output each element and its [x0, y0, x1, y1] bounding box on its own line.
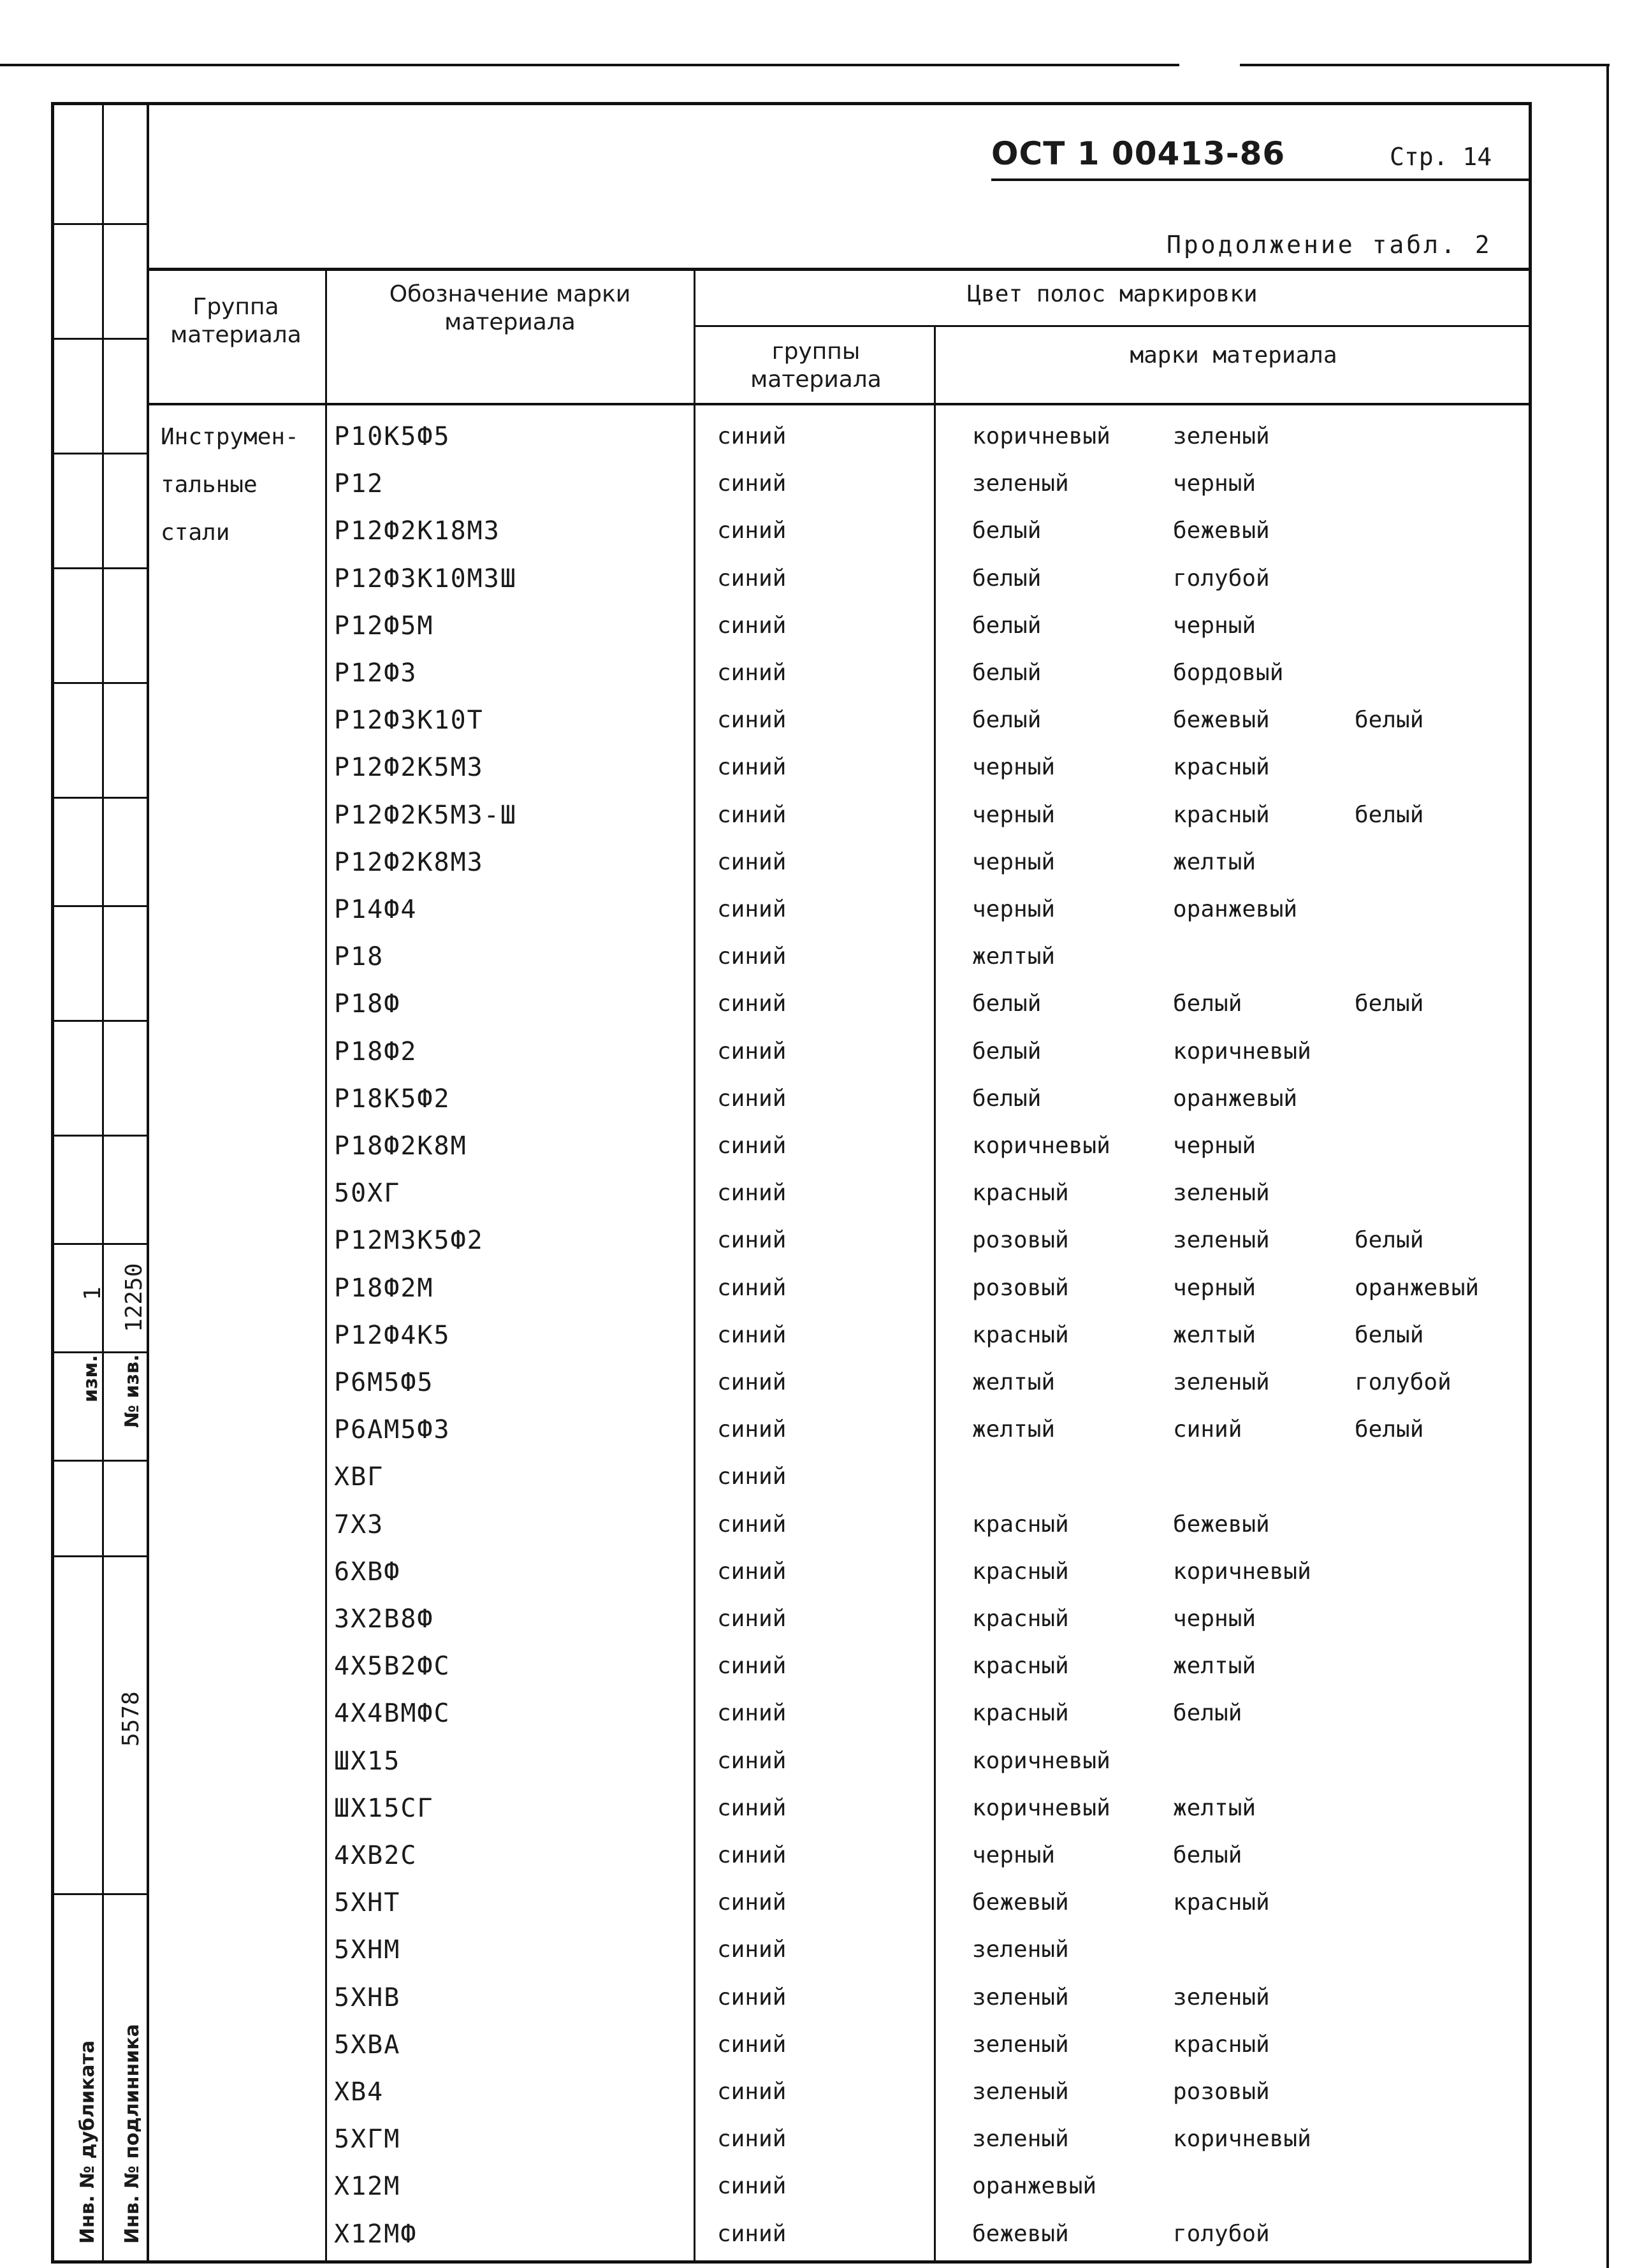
mark-color-1-cell: красный [972, 1606, 1069, 1632]
mark-color-2-cell: бежевый [1173, 518, 1270, 544]
mark-color-1-cell: коричневый [972, 1794, 1110, 1821]
mark-color-2-cell: коричневый [1173, 2126, 1311, 2153]
mark-cell: Р12Ф2К5М3 [334, 753, 484, 783]
group-color-cell: синий [717, 1180, 787, 1207]
group-color-cell: синий [717, 1369, 787, 1395]
table-row [0, 988, 1630, 1036]
group-color-cell: синий [717, 1227, 787, 1254]
table-row [0, 1225, 1630, 1272]
group-color-cell: синий [717, 1606, 787, 1632]
mark-color-2-cell: розовый [1173, 2079, 1270, 2105]
group-color-cell: синий [717, 1842, 787, 1868]
mark-color-1-cell: черный [972, 848, 1056, 875]
table-row [0, 2123, 1630, 2171]
mark-color-2-cell: белый [1173, 1700, 1242, 1727]
mark-color-1-cell: зеленый [972, 2126, 1069, 2153]
stamp-izm-value: 1 [80, 1286, 106, 1300]
table-row [0, 1414, 1630, 1462]
mark-color-2-cell: зеленый [1173, 423, 1270, 449]
mark-color-2-cell: черный [1173, 612, 1256, 639]
mark-color-1-cell: зеленый [972, 2079, 1069, 2105]
table-row [0, 2218, 1630, 2266]
group-color-cell: синий [717, 1133, 787, 1159]
mark-color-2-cell: красный [1173, 801, 1270, 828]
group-color-cell: синий [717, 2173, 787, 2200]
mark-color-3-cell: белый [1355, 801, 1424, 828]
table-row [0, 847, 1630, 894]
table-row [0, 1745, 1630, 1793]
mark-cell: 4ХВ2С [334, 1841, 418, 1870]
group-color-cell: синий [717, 1653, 787, 1680]
mark-color-1-cell: черный [972, 754, 1056, 781]
mark-color-2-cell: бордовый [1173, 660, 1284, 686]
mark-cell: Р12Ф2К5М3-Ш [334, 800, 517, 830]
stamp-sep [51, 223, 148, 225]
mark-cell: Р6АМ5Ф3 [334, 1415, 451, 1445]
table-row [0, 563, 1630, 611]
mark-cell: Р12М3К5Ф2 [334, 1226, 484, 1256]
table-row [0, 1509, 1630, 1557]
table-row [0, 1650, 1630, 1698]
stamp-sep [51, 338, 148, 340]
mark-color-1-cell: черный [972, 801, 1056, 828]
mark-cell: ШХ15СГ [334, 1793, 434, 1823]
mark-cell: ШХ15 [334, 1746, 401, 1776]
group-color-cell: синий [717, 1937, 787, 1963]
material-group-line-3: стали [161, 520, 230, 546]
mark-cell: 5ХВА [334, 2030, 401, 2060]
mark-cell: 5ХГМ [334, 2125, 401, 2155]
header-group-color [708, 338, 924, 394]
mark-color-1-cell: желтый [972, 1369, 1056, 1395]
stamp-inv-orig-label: Инв. № подлинника [121, 2024, 143, 2244]
mark-color-3-cell: белый [1355, 1416, 1424, 1443]
mark-cell: ХВГ [334, 1462, 384, 1492]
mark-cell: 4Х5В2ФС [334, 1652, 451, 1682]
mark-color-2-cell: бежевый [1173, 707, 1270, 734]
header-mark-color: марки материала [1130, 342, 1337, 368]
group-color-cell: синий [717, 518, 787, 544]
mark-color-1-cell: зеленый [972, 1984, 1069, 2010]
doc-code-underline [991, 178, 1530, 181]
table-top-line [148, 268, 1531, 271]
table-row [0, 1556, 1630, 1604]
mark-color-3-cell: белый [1355, 991, 1424, 1017]
table-row [0, 1697, 1630, 1745]
group-color-cell: синий [717, 1794, 787, 1821]
mark-color-1-cell: белый [972, 1038, 1042, 1065]
page-number: Стр. 14 [1390, 143, 1492, 171]
mark-color-1-cell: розовый [972, 1227, 1069, 1254]
table-row [0, 657, 1630, 705]
material-group-line-1: Инструмен- [161, 424, 299, 450]
mark-cell: Р12Ф2К18М3 [334, 516, 500, 546]
mark-color-2-cell: черный [1173, 1606, 1256, 1632]
mark-color-2-cell: красный [1173, 2031, 1270, 2058]
table-row [0, 2170, 1630, 2218]
mark-color-2-cell: коричневый [1173, 1558, 1311, 1585]
mark-color-2-cell: зеленый [1173, 1984, 1270, 2010]
table-row [0, 1036, 1630, 1084]
mark-color-1-cell: красный [972, 1180, 1069, 1207]
mark-color-2-cell: синий [1173, 1416, 1242, 1443]
mark-color-1-cell: белый [972, 1085, 1042, 1112]
group-color-cell: синий [717, 2031, 787, 2058]
mark-color-2-cell: черный [1173, 1274, 1256, 1301]
mark-color-1-cell: белый [972, 991, 1042, 1017]
mark-color-2-cell: желтый [1173, 1794, 1256, 1821]
stamp-izm-label: изм. [80, 1355, 102, 1402]
group-color-cell: синий [717, 423, 787, 449]
mark-color-2-cell: зеленый [1173, 1227, 1270, 1254]
mark-cell: Р10К5Ф5 [334, 422, 451, 451]
mark-cell: Р18К5Ф2 [334, 1084, 451, 1114]
mark-color-1-cell: белый [972, 612, 1042, 639]
group-color-cell: синий [717, 1038, 787, 1065]
mark-color-1-cell: бежевый [972, 1889, 1069, 1916]
top-border-right [1240, 64, 1610, 66]
group-color-cell: синий [717, 565, 787, 592]
mark-color-2-cell: коричневый [1173, 1038, 1311, 1065]
group-color-cell: синий [717, 1416, 787, 1443]
group-color-cell: синий [717, 1889, 787, 1916]
mark-color-3-cell: белый [1355, 707, 1424, 734]
mark-cell: Х12М [334, 2172, 401, 2202]
group-color-cell: синий [717, 1321, 787, 1348]
mark-color-2-cell: белый [1173, 991, 1242, 1017]
mark-color-2-cell: зеленый [1173, 1180, 1270, 1207]
mark-color-1-cell: зеленый [972, 470, 1069, 497]
mark-cell: 4Х4ВМФС [334, 1699, 451, 1729]
colors-subheader-line [695, 325, 1531, 327]
table-continuation-label: Продолжение табл. 2 [1167, 231, 1492, 259]
stamp-izv-value: 12250 [121, 1263, 147, 1332]
group-color-cell: синий [717, 754, 787, 781]
group-color-cell: синий [717, 1085, 787, 1112]
mark-color-1-cell: черный [972, 1842, 1056, 1868]
group-color-cell: синий [717, 1558, 787, 1585]
mark-color-1-cell: красный [972, 1653, 1069, 1680]
table-row [0, 1461, 1630, 1509]
mark-cell: Р12Ф3 [334, 658, 418, 688]
mark-color-2-cell: зеленый [1173, 1369, 1270, 1395]
table-row [0, 1319, 1630, 1367]
table-row [0, 2029, 1630, 2077]
mark-color-1-cell: зеленый [972, 1937, 1069, 1963]
mark-color-1-cell: белый [972, 660, 1042, 686]
mark-color-3-cell: голубой [1355, 1369, 1452, 1395]
mark-cell: Р14Ф4 [334, 895, 418, 924]
frame-top [51, 102, 1531, 105]
mark-color-2-cell: голубой [1173, 565, 1270, 592]
table-row [0, 1130, 1630, 1178]
mark-color-1-cell: красный [972, 1511, 1069, 1537]
table-row [0, 2076, 1630, 2124]
group-color-cell: синий [717, 1700, 787, 1727]
header-mark-designation-text: Обозначение марки материала [389, 281, 631, 335]
mark-cell: Р18Ф2К8М [334, 1131, 467, 1161]
document-code: ОСТ 1 00413-86 [991, 135, 1286, 172]
group-color-cell: синий [717, 612, 787, 639]
mark-cell: Р12Ф3К10М3Ш [334, 563, 517, 593]
mark-color-1-cell: розовый [972, 1274, 1069, 1301]
mark-cell: ХВ4 [334, 2077, 384, 2107]
header-group-text: Группа материала [170, 294, 302, 348]
mark-color-2-cell: оранжевый [1173, 896, 1298, 922]
mark-color-2-cell: желтый [1173, 1321, 1256, 1348]
group-color-cell: синий [717, 1274, 787, 1301]
mark-cell: 5ХНТ [334, 1888, 401, 1918]
mark-cell: 6ХВФ [334, 1557, 401, 1587]
mark-color-1-cell: красный [972, 1558, 1069, 1585]
mark-color-2-cell: бежевый [1173, 1511, 1270, 1537]
table-row [0, 610, 1630, 658]
header-group [153, 293, 319, 349]
group-color-cell: синий [717, 2079, 787, 2105]
table-row [0, 1603, 1630, 1651]
table-row [0, 1083, 1630, 1131]
table-row [0, 704, 1630, 752]
header-mark-designation [344, 280, 676, 337]
group-color-cell: синий [717, 2126, 787, 2153]
mark-color-1-cell: коричневый [972, 1747, 1110, 1774]
mark-color-2-cell: желтый [1173, 1653, 1256, 1680]
mark-cell: 5ХНМ [334, 1935, 401, 1965]
group-color-cell: синий [717, 1464, 787, 1490]
mark-color-2-cell: белый [1173, 1842, 1242, 1868]
table-row [0, 421, 1630, 469]
table-row [0, 515, 1630, 563]
group-color-cell: синий [717, 991, 787, 1017]
mark-cell: Р12Ф3К10Т [334, 706, 484, 736]
mark-color-1-cell: белый [972, 565, 1042, 592]
stamp-izv-label: № изв. [121, 1354, 143, 1428]
mark-color-3-cell: белый [1355, 1321, 1424, 1348]
mark-color-1-cell: зеленый [972, 2031, 1069, 2058]
mark-cell: Р18Ф2 [334, 1036, 418, 1066]
top-border-left [0, 64, 1179, 66]
mark-cell: Р18Ф [334, 989, 401, 1019]
table-row [0, 1367, 1630, 1414]
mark-color-2-cell: оранжевый [1173, 1085, 1298, 1112]
mark-color-3-cell: оранжевый [1355, 1274, 1480, 1301]
table-row [0, 799, 1630, 847]
group-color-cell: синий [717, 801, 787, 828]
mark-cell: Р18 [334, 942, 384, 972]
group-color-cell: синий [717, 896, 787, 922]
mark-color-2-cell: черный [1173, 1133, 1256, 1159]
mark-color-2-cell: желтый [1173, 848, 1256, 875]
mark-cell: Р18Ф2М [334, 1273, 434, 1303]
table-row [0, 1272, 1630, 1320]
mark-cell: Х12МФ [334, 2219, 418, 2249]
mark-color-1-cell: белый [972, 518, 1042, 544]
mark-color-1-cell: коричневый [972, 1133, 1110, 1159]
table-row [0, 941, 1630, 989]
mark-color-1-cell: желтый [972, 1416, 1056, 1443]
table-row [0, 468, 1630, 516]
header-group-color-text: группы материала [750, 338, 882, 393]
group-color-cell: синий [717, 707, 787, 734]
mark-color-2-cell: красный [1173, 754, 1270, 781]
mark-color-1-cell: желтый [972, 943, 1056, 970]
table-row [0, 1934, 1630, 1982]
mark-color-1-cell: оранжевый [972, 2173, 1097, 2200]
table-row [0, 1792, 1630, 1840]
mark-color-2-cell: голубой [1173, 2220, 1270, 2247]
group-color-cell: синий [717, 1511, 787, 1537]
mark-color-2-cell: красный [1173, 1889, 1270, 1916]
mark-color-3-cell: белый [1355, 1227, 1424, 1254]
mark-cell: Р12Ф2К8М3 [334, 847, 484, 877]
group-color-cell: синий [717, 2220, 787, 2247]
header-stripe-colors: Цвет полос маркировки [967, 281, 1258, 307]
mark-cell: 3Х2В8Ф [334, 1604, 434, 1634]
table-row [0, 1840, 1630, 1887]
mark-cell: Р12 [334, 469, 384, 499]
table-row [0, 894, 1630, 941]
group-color-cell: синий [717, 470, 787, 497]
mark-color-1-cell: красный [972, 1321, 1069, 1348]
header-bottom-line [148, 403, 1531, 405]
mark-cell: Р12Ф5М [334, 611, 434, 641]
mark-color-1-cell: бежевый [972, 2220, 1069, 2247]
table-row [0, 752, 1630, 799]
mark-cell: Р12Ф4К5 [334, 1320, 451, 1350]
group-color-cell: синий [717, 848, 787, 875]
group-color-cell: синий [717, 1984, 787, 2010]
group-color-cell: синий [717, 660, 787, 686]
mark-cell: 7Х3 [334, 1509, 384, 1539]
stamp-inv-orig-value: 5578 [118, 1691, 144, 1747]
table-row [0, 1982, 1630, 2030]
group-color-cell: синий [717, 943, 787, 970]
table-row [0, 1887, 1630, 1935]
mark-color-1-cell: коричневый [972, 423, 1110, 449]
mark-cell: 5ХНВ [334, 1982, 401, 2012]
stamp-inv-dup-label: Инв. № дубликата [76, 2040, 99, 2244]
mark-color-1-cell: белый [972, 707, 1042, 734]
mark-color-2-cell: черный [1173, 470, 1256, 497]
mark-cell: Р6М5Ф5 [334, 1368, 434, 1397]
table-row [0, 1177, 1630, 1225]
group-color-cell: синий [717, 1747, 787, 1774]
mark-color-1-cell: красный [972, 1700, 1069, 1727]
material-group-line-2: тальные [161, 472, 258, 498]
mark-color-1-cell: черный [972, 896, 1056, 922]
mark-cell: 50ХГ [334, 1179, 401, 1209]
